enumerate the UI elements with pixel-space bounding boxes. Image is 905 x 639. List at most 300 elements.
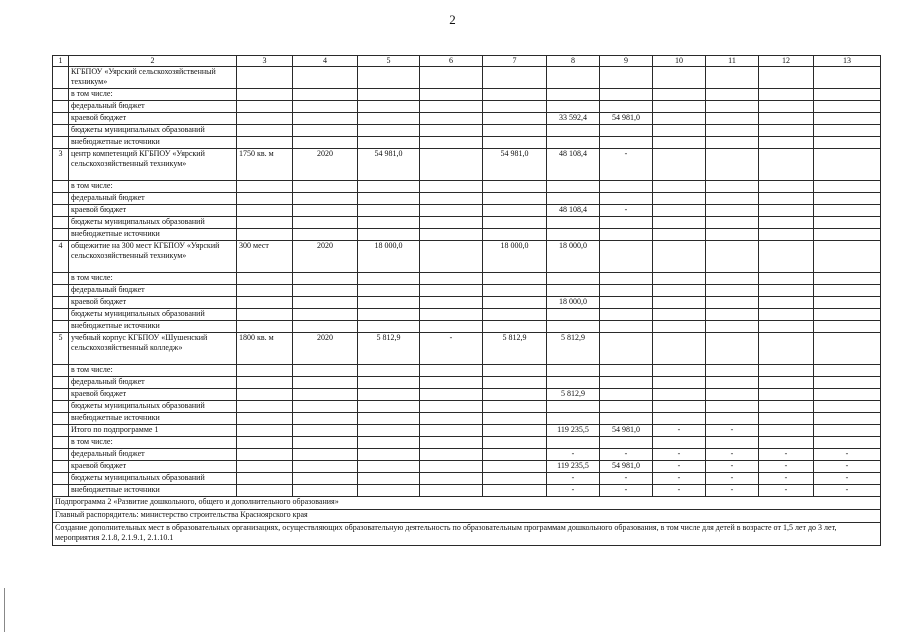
- table-cell: [420, 149, 483, 181]
- table-cell: [237, 137, 293, 149]
- table-cell: 2020: [293, 149, 358, 181]
- table-cell: в том числе:: [69, 181, 237, 193]
- table-cell: [547, 137, 600, 149]
- table-cell: [706, 67, 759, 89]
- table-row: [53, 101, 881, 113]
- table-cell: [706, 125, 759, 137]
- table-cell: [237, 365, 293, 377]
- table-cell: [759, 67, 814, 89]
- column-header: 2: [69, 56, 237, 67]
- table-cell: [814, 217, 881, 229]
- table-cell: [237, 449, 293, 461]
- table-cell: [483, 113, 547, 125]
- table-cell: [814, 113, 881, 125]
- table-cell: [759, 101, 814, 113]
- table-cell: 1750 кв. м: [237, 149, 293, 181]
- table-cell: [653, 285, 706, 297]
- table-cell: [600, 125, 653, 137]
- table-cell: [293, 229, 358, 241]
- table-cell: -: [600, 449, 653, 461]
- table-cell: [237, 193, 293, 205]
- table-cell: [706, 365, 759, 377]
- table-cell: [483, 217, 547, 229]
- table-cell: [814, 285, 881, 297]
- table-cell: 5 812,9: [358, 333, 420, 365]
- table-row: [53, 137, 881, 149]
- table-row: [53, 449, 881, 461]
- table-cell: [53, 449, 69, 461]
- table-cell: [293, 125, 358, 137]
- table-cell: [420, 449, 483, 461]
- table-cell: [759, 389, 814, 401]
- table-cell: [547, 273, 600, 285]
- table-cell: [53, 365, 69, 377]
- table-cell: [706, 285, 759, 297]
- table-cell: [358, 205, 420, 217]
- table-cell: [420, 67, 483, 89]
- table-cell: -: [547, 449, 600, 461]
- table-cell: [814, 137, 881, 149]
- section-text: Главный распорядитель: министерство строительства Красноярского края: [53, 510, 881, 523]
- table-cell: [293, 297, 358, 309]
- table-cell: [814, 425, 881, 437]
- table-cell: [293, 461, 358, 473]
- column-header: 4: [293, 56, 358, 67]
- column-header: 7: [483, 56, 547, 67]
- table-cell: [358, 181, 420, 193]
- table-cell: [759, 297, 814, 309]
- section-row: [53, 510, 881, 523]
- table-cell: [237, 101, 293, 113]
- table-cell: [420, 321, 483, 333]
- table-row: [53, 149, 881, 181]
- table-cell: бюджеты муниципальных образований: [69, 473, 237, 485]
- table-cell: [293, 389, 358, 401]
- table-cell: бюджеты муниципальных образований: [69, 217, 237, 229]
- table-cell: бюджеты муниципальных образований: [69, 401, 237, 413]
- table-cell: [483, 181, 547, 193]
- table-cell: [706, 413, 759, 425]
- table-row: [53, 437, 881, 449]
- table-cell: [420, 229, 483, 241]
- table-cell: [759, 217, 814, 229]
- table-cell: [53, 273, 69, 285]
- table-cell: [420, 297, 483, 309]
- table-cell: [483, 273, 547, 285]
- table-cell: [653, 137, 706, 149]
- table-cell: -: [814, 485, 881, 497]
- column-header: 3: [237, 56, 293, 67]
- table-cell: [483, 401, 547, 413]
- table-cell: [653, 389, 706, 401]
- table-cell: [814, 297, 881, 309]
- table-cell: учебный корпус КГБПОУ «Шушенский сельскохозяйственный колледж»: [69, 333, 237, 365]
- table-cell: [237, 125, 293, 137]
- table-cell: [53, 473, 69, 485]
- table-cell: [547, 217, 600, 229]
- table-cell: [53, 113, 69, 125]
- table-cell: [53, 181, 69, 193]
- table-cell: [759, 413, 814, 425]
- table-cell: [53, 229, 69, 241]
- table-cell: [420, 365, 483, 377]
- table-cell: [293, 437, 358, 449]
- table-cell: [237, 485, 293, 497]
- table-cell: [814, 67, 881, 89]
- table-cell: [653, 297, 706, 309]
- table-cell: [600, 67, 653, 89]
- table-cell: [653, 273, 706, 285]
- table-cell: [706, 321, 759, 333]
- table-cell: [483, 425, 547, 437]
- table-cell: -: [706, 485, 759, 497]
- table-cell: [483, 205, 547, 217]
- table-cell: [814, 389, 881, 401]
- table-cell: [53, 205, 69, 217]
- table-row: [53, 485, 881, 497]
- table-cell: 54 981,0: [358, 149, 420, 181]
- column-header: 12: [759, 56, 814, 67]
- table-cell: внебюджетные источники: [69, 229, 237, 241]
- table-cell: 18 000,0: [358, 241, 420, 273]
- table-cell: [483, 365, 547, 377]
- table-cell: -: [759, 473, 814, 485]
- table-cell: [358, 229, 420, 241]
- table-cell: [237, 321, 293, 333]
- table-cell: [293, 473, 358, 485]
- table-cell: [293, 181, 358, 193]
- table-cell: [53, 401, 69, 413]
- table-cell: федеральный бюджет: [69, 449, 237, 461]
- table-cell: [600, 389, 653, 401]
- table-cell: [653, 401, 706, 413]
- table-cell: [237, 461, 293, 473]
- table-cell: [706, 297, 759, 309]
- table-cell: [237, 309, 293, 321]
- table-cell: [814, 89, 881, 101]
- table-cell: КГБПОУ «Уярский сельскохозяйственный техникум»: [69, 67, 237, 89]
- table-cell: [53, 377, 69, 389]
- table-cell: [706, 217, 759, 229]
- table-cell: [358, 365, 420, 377]
- table-cell: 5 812,9: [547, 333, 600, 365]
- table-cell: [653, 181, 706, 193]
- table-cell: [483, 321, 547, 333]
- table-cell: [600, 217, 653, 229]
- column-header: 6: [420, 56, 483, 67]
- table-cell: [420, 217, 483, 229]
- table-cell: -: [600, 149, 653, 181]
- table-cell: [483, 377, 547, 389]
- table-cell: [706, 377, 759, 389]
- table-row: [53, 113, 881, 125]
- table-cell: [53, 413, 69, 425]
- column-header: 8: [547, 56, 600, 67]
- table-cell: [293, 377, 358, 389]
- table-cell: [759, 365, 814, 377]
- table-cell: -: [814, 473, 881, 485]
- table-cell: 300 мест: [237, 241, 293, 273]
- table-cell: [653, 101, 706, 113]
- table-cell: [237, 181, 293, 193]
- table-cell: [759, 377, 814, 389]
- table-cell: [759, 149, 814, 181]
- table-cell: [358, 389, 420, 401]
- table-row: [53, 181, 881, 193]
- table-cell: [653, 413, 706, 425]
- table-cell: [483, 437, 547, 449]
- table-cell: [293, 193, 358, 205]
- table-cell: [547, 229, 600, 241]
- table-cell: [653, 205, 706, 217]
- table-cell: [759, 137, 814, 149]
- table-cell: федеральный бюджет: [69, 377, 237, 389]
- table-cell: [814, 365, 881, 377]
- table-row: [53, 205, 881, 217]
- table-cell: [483, 449, 547, 461]
- table-cell: [293, 113, 358, 125]
- table-cell: [237, 437, 293, 449]
- table-cell: 48 108,4: [547, 205, 600, 217]
- table-cell: -: [814, 449, 881, 461]
- table-cell: [814, 193, 881, 205]
- table-cell: [237, 273, 293, 285]
- table-cell: [653, 377, 706, 389]
- table-cell: [293, 425, 358, 437]
- table-cell: [653, 241, 706, 273]
- section-row: [53, 497, 881, 510]
- table-cell: 54 981,0: [600, 461, 653, 473]
- table-cell: -: [653, 473, 706, 485]
- table-cell: внебюджетные источники: [69, 485, 237, 497]
- table-cell: [293, 449, 358, 461]
- table-cell: [358, 285, 420, 297]
- table-cell: [293, 485, 358, 497]
- table-cell: [814, 149, 881, 181]
- table-cell: [814, 241, 881, 273]
- table-cell: [814, 205, 881, 217]
- table-cell: [653, 149, 706, 181]
- table-cell: [706, 205, 759, 217]
- table-cell: [293, 309, 358, 321]
- table-cell: [759, 181, 814, 193]
- table-cell: -: [600, 485, 653, 497]
- table-cell: [653, 89, 706, 101]
- table-row: [53, 401, 881, 413]
- table-cell: [53, 137, 69, 149]
- budget-table: [52, 55, 881, 546]
- table-row: [53, 89, 881, 101]
- table-cell: -: [653, 461, 706, 473]
- table-cell: [293, 67, 358, 89]
- table-cell: [237, 113, 293, 125]
- table-cell: бюджеты муниципальных образований: [69, 309, 237, 321]
- table-cell: [53, 285, 69, 297]
- table-header-row: [53, 56, 881, 67]
- table-cell: [237, 205, 293, 217]
- table-row: [53, 333, 881, 365]
- table-cell: [53, 389, 69, 401]
- table-row: [53, 365, 881, 377]
- table-cell: [293, 413, 358, 425]
- table-cell: [237, 297, 293, 309]
- table-cell: [706, 229, 759, 241]
- table-cell: -: [547, 473, 600, 485]
- table-cell: [814, 377, 881, 389]
- table-cell: 54 981,0: [600, 425, 653, 437]
- table-cell: [706, 437, 759, 449]
- table-cell: [420, 377, 483, 389]
- table-cell: [237, 473, 293, 485]
- table-cell: [483, 297, 547, 309]
- table-cell: [653, 321, 706, 333]
- table-cell: [483, 125, 547, 137]
- table-cell: [358, 309, 420, 321]
- table-cell: [358, 461, 420, 473]
- table-cell: [358, 273, 420, 285]
- table-cell: [600, 89, 653, 101]
- table-cell: [358, 437, 420, 449]
- table-row: [53, 309, 881, 321]
- table-row: [53, 473, 881, 485]
- table-cell: [706, 193, 759, 205]
- table-row: [53, 125, 881, 137]
- table-cell: [237, 67, 293, 89]
- table-cell: [706, 181, 759, 193]
- table-cell: -: [759, 485, 814, 497]
- table-cell: [759, 309, 814, 321]
- table-cell: [293, 401, 358, 413]
- table-cell: [293, 285, 358, 297]
- table-cell: -: [814, 461, 881, 473]
- table-cell: в том числе:: [69, 273, 237, 285]
- table-cell: -: [706, 461, 759, 473]
- table-cell: 54 981,0: [483, 149, 547, 181]
- table-row: [53, 193, 881, 205]
- table-cell: [547, 101, 600, 113]
- table-cell: [420, 205, 483, 217]
- table-cell: [420, 241, 483, 273]
- table-row: [53, 241, 881, 273]
- table-cell: [706, 89, 759, 101]
- column-header: 1: [53, 56, 69, 67]
- table-cell: [358, 485, 420, 497]
- table-cell: [483, 485, 547, 497]
- table-row: [53, 217, 881, 229]
- table-cell: [600, 137, 653, 149]
- table-cell: 18 000,0: [547, 297, 600, 309]
- table-cell: [420, 193, 483, 205]
- table-cell: [358, 377, 420, 389]
- table-cell: [814, 401, 881, 413]
- table-cell: [547, 377, 600, 389]
- table-cell: [483, 193, 547, 205]
- table-cell: 2020: [293, 241, 358, 273]
- table-cell: [293, 365, 358, 377]
- table-cell: [483, 461, 547, 473]
- table-cell: [653, 437, 706, 449]
- margin-line: [4, 588, 5, 632]
- table-cell: центр компетенций КГБПОУ «Уярский сельскохозяйственный техникум»: [69, 149, 237, 181]
- table-cell: -: [759, 449, 814, 461]
- table-cell: в том числе:: [69, 365, 237, 377]
- table-cell: [814, 413, 881, 425]
- table-cell: [600, 273, 653, 285]
- table-cell: [358, 321, 420, 333]
- table-cell: [237, 425, 293, 437]
- table-cell: [706, 309, 759, 321]
- table-cell: [53, 297, 69, 309]
- table-cell: [420, 89, 483, 101]
- table-cell: [420, 285, 483, 297]
- table-cell: [600, 365, 653, 377]
- table-cell: [600, 413, 653, 425]
- table-cell: [420, 137, 483, 149]
- column-header: 9: [600, 56, 653, 67]
- table-cell: [600, 193, 653, 205]
- table-cell: [483, 285, 547, 297]
- section-text: Подпрограмма 2 «Развитие дошкольного, общего и дополнительного образования»: [53, 497, 881, 510]
- table-cell: [547, 437, 600, 449]
- table-cell: [759, 125, 814, 137]
- table-cell: краевой бюджет: [69, 297, 237, 309]
- table-cell: краевой бюджет: [69, 461, 237, 473]
- table-cell: внебюджетные источники: [69, 137, 237, 149]
- table-cell: [759, 425, 814, 437]
- table-cell: -: [600, 473, 653, 485]
- table-cell: [358, 473, 420, 485]
- table-cell: [547, 401, 600, 413]
- table-cell: 48 108,4: [547, 149, 600, 181]
- table-cell: [293, 137, 358, 149]
- table-cell: 54 981,0: [600, 113, 653, 125]
- table-cell: [600, 321, 653, 333]
- table-cell: федеральный бюджет: [69, 193, 237, 205]
- table-cell: [653, 333, 706, 365]
- table-cell: [814, 101, 881, 113]
- table-cell: -: [653, 425, 706, 437]
- table-cell: [420, 309, 483, 321]
- table-cell: [759, 321, 814, 333]
- table-row: [53, 389, 881, 401]
- table-cell: [759, 437, 814, 449]
- table-cell: [814, 309, 881, 321]
- table-row: [53, 297, 881, 309]
- table-cell: [483, 137, 547, 149]
- table-cell: [600, 437, 653, 449]
- table-cell: [759, 241, 814, 273]
- table-cell: [420, 485, 483, 497]
- table-cell: [53, 89, 69, 101]
- table-cell: [547, 89, 600, 101]
- table-cell: [358, 113, 420, 125]
- table-cell: [547, 67, 600, 89]
- table-cell: 5 812,9: [483, 333, 547, 365]
- table-cell: краевой бюджет: [69, 205, 237, 217]
- table-row: [53, 377, 881, 389]
- table-cell: [420, 273, 483, 285]
- table-cell: 5: [53, 333, 69, 365]
- table-row: [53, 425, 881, 437]
- table-cell: [600, 241, 653, 273]
- table-cell: [53, 309, 69, 321]
- table-cell: [653, 229, 706, 241]
- table-cell: [600, 285, 653, 297]
- table-cell: [53, 217, 69, 229]
- table-cell: [420, 401, 483, 413]
- table-cell: 119 235,5: [547, 461, 600, 473]
- table-cell: [653, 193, 706, 205]
